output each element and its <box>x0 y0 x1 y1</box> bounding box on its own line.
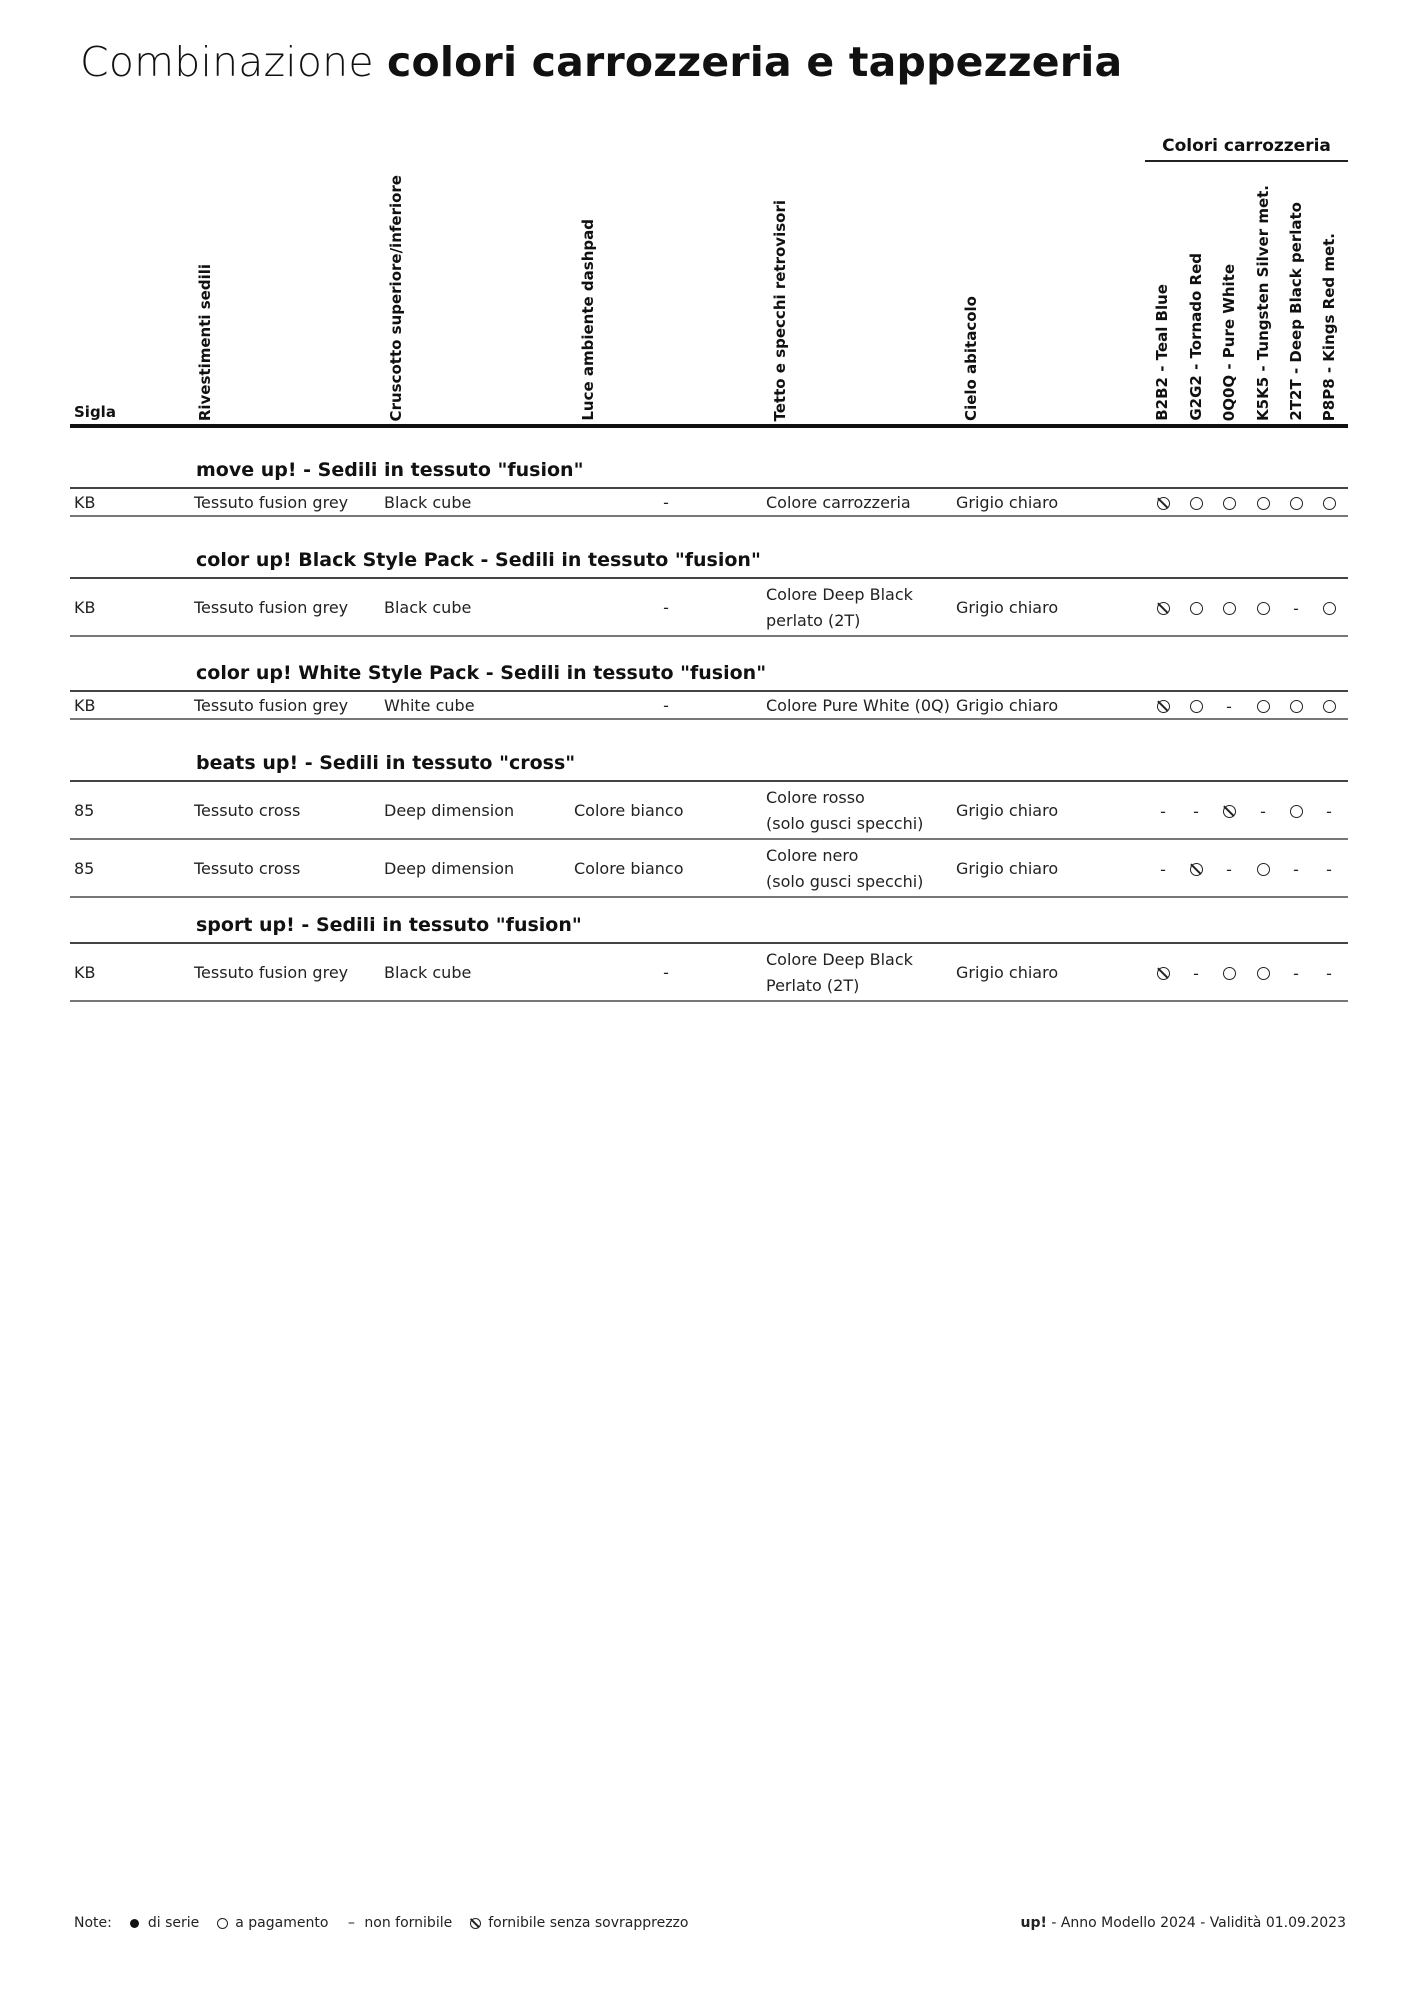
table-row <box>0 782 1413 840</box>
tetto-line: perlato (2T) <box>766 611 861 630</box>
tetto-line: Perlato (2T) <box>766 976 860 995</box>
ring-slash-icon <box>1188 861 1204 877</box>
dash-icon: - <box>1326 801 1332 821</box>
row-rule <box>70 1000 1348 1002</box>
cell-luce: - <box>663 963 669 982</box>
cell-tetto <box>766 785 923 837</box>
dash-icon: - <box>1293 598 1299 618</box>
ring-icon <box>1188 698 1204 714</box>
col-head-color-0q0q: 0Q0Q - Pure White <box>1220 263 1238 421</box>
ring-icon <box>1321 495 1337 511</box>
legend-not-available: – non fornibile <box>344 1915 452 1931</box>
col-head-cruscotto: Cruscotto superiore/inferiore <box>387 174 405 421</box>
table-row <box>0 944 1413 1002</box>
section-title: color up! White Style Pack - Sedili in tessuto "fusion" <box>196 662 767 684</box>
ring-icon <box>1321 600 1337 616</box>
cell-cielo: Grigio chiaro <box>956 963 1059 982</box>
col-head-sigla: Sigla <box>74 403 116 421</box>
filled-dot-icon <box>130 1919 139 1928</box>
brand-label: up! <box>1020 1915 1047 1931</box>
note-label: Note: <box>74 1915 112 1931</box>
section-title: beats up! - Sedili in tessuto "cross" <box>196 752 576 774</box>
dash-icon: - <box>1160 801 1166 821</box>
cell-cielo: Grigio chiaro <box>956 696 1059 715</box>
dash-icon: - <box>1293 963 1299 983</box>
dash-icon: - <box>1193 963 1199 983</box>
row-rule <box>70 896 1348 898</box>
table-row <box>0 840 1413 898</box>
ring-icon <box>1255 861 1271 877</box>
tetto-line: Colore nero <box>766 846 859 865</box>
tetto-line: (solo gusci specchi) <box>766 814 924 833</box>
cell-sigla: KB <box>74 696 96 715</box>
ring-slash-icon <box>1155 698 1171 714</box>
ring-icon <box>1288 698 1304 714</box>
cell-rivestimenti: Tessuto cross <box>194 801 301 820</box>
dash-icon: - <box>1326 859 1332 879</box>
cell-luce: Colore bianco <box>574 801 684 820</box>
row-rule <box>70 718 1348 720</box>
cell-rivestimenti: Tessuto fusion grey <box>194 963 349 982</box>
row-rule <box>70 635 1348 637</box>
dash-icon: - <box>1193 801 1199 821</box>
cell-cruscotto: Black cube <box>384 493 472 512</box>
ring-icon <box>1255 495 1271 511</box>
cell-tetto <box>766 582 913 634</box>
ring-slash-icon <box>470 1918 481 1929</box>
ring-icon <box>1255 600 1271 616</box>
ring-icon <box>1321 698 1337 714</box>
dash-icon: - <box>1293 859 1299 879</box>
row-rule <box>70 515 1348 517</box>
ring-icon <box>1188 495 1204 511</box>
section-title: move up! - Sedili in tessuto "fusion" <box>196 459 584 481</box>
model-validity: - Anno Modello 2024 - Validità 01.09.2023 <box>1051 1915 1346 1931</box>
title-bold: colori carrozzeria e tappezzeria <box>387 38 1123 86</box>
cell-tetto <box>766 490 911 516</box>
ring-icon <box>1255 698 1271 714</box>
cell-sigla: 85 <box>74 859 95 878</box>
col-head-cielo: Cielo abitacolo <box>962 296 980 421</box>
col-head-color-b2b2: B2B2 - Teal Blue <box>1153 284 1171 421</box>
cell-cruscotto: Deep dimension <box>384 859 515 878</box>
cell-rivestimenti: Tessuto fusion grey <box>194 696 349 715</box>
dash-icon: - <box>1226 859 1232 879</box>
ring-icon <box>1188 600 1204 616</box>
table-row <box>0 489 1413 517</box>
dash-icon: - <box>1260 801 1266 821</box>
cell-sigla: KB <box>74 598 96 617</box>
legend <box>74 1915 704 1931</box>
cell-rivestimenti: Tessuto fusion grey <box>194 493 349 512</box>
cell-cruscotto: White cube <box>384 696 475 715</box>
ring-slash-icon <box>1155 965 1171 981</box>
dash-icon: - <box>1326 963 1332 983</box>
cell-sigla: KB <box>74 493 96 512</box>
ring-slash-icon <box>1155 600 1171 616</box>
cell-cielo: Grigio chiaro <box>956 859 1059 878</box>
cell-cruscotto: Black cube <box>384 598 472 617</box>
ring-icon <box>1255 965 1271 981</box>
tetto-line: (solo gusci specchi) <box>766 872 924 891</box>
ring-icon <box>1221 600 1237 616</box>
col-head-tetto: Tetto e specchi retrovisori <box>771 199 789 421</box>
col-head-color-g2g2: G2G2 - Tornado Red <box>1187 253 1205 421</box>
cell-luce: - <box>663 598 669 617</box>
cell-tetto <box>766 693 950 719</box>
cell-rivestimenti: Tessuto cross <box>194 859 301 878</box>
tetto-line: Colore rosso <box>766 788 865 807</box>
col-head-rivestimenti: Rivestimenti sedili <box>196 263 214 421</box>
cell-luce: - <box>663 696 669 715</box>
col-head-color-2t2t: 2T2T - Deep Black perlato <box>1287 202 1305 421</box>
tetto-line: Colore Deep Black <box>766 950 913 969</box>
ring-slash-icon <box>1155 495 1171 511</box>
col-head-luce: Luce ambiente dashpad <box>579 219 597 421</box>
tetto-line: Colore Deep Black <box>766 585 913 604</box>
dash-icon: - <box>1160 859 1166 879</box>
cell-sigla: KB <box>74 963 96 982</box>
ring-icon <box>1221 965 1237 981</box>
legend-free: fornibile senza sovrapprezzo <box>468 1915 688 1931</box>
cell-luce: - <box>663 493 669 512</box>
cell-rivestimenti: Tessuto fusion grey <box>194 598 349 617</box>
cell-tetto <box>766 843 923 895</box>
cell-tetto <box>766 947 913 999</box>
ring-icon <box>1288 495 1304 511</box>
ring-icon <box>1221 495 1237 511</box>
dash-icon: - <box>1226 696 1232 716</box>
body-colors-group-header: Colori carrozzeria <box>1145 136 1348 162</box>
cell-sigla: 85 <box>74 801 95 820</box>
cell-cruscotto: Deep dimension <box>384 801 515 820</box>
cell-cielo: Grigio chiaro <box>956 598 1059 617</box>
legend-paid: a pagamento <box>215 1915 328 1931</box>
col-head-color-p8p8: P8P8 - Kings Red met. <box>1320 232 1338 421</box>
tetto-line: Colore Pure White (0Q) <box>766 696 950 715</box>
table-row <box>0 579 1413 637</box>
cell-cruscotto: Black cube <box>384 963 472 982</box>
cell-cielo: Grigio chiaro <box>956 493 1059 512</box>
header-rule <box>70 424 1348 428</box>
cell-cielo: Grigio chiaro <box>956 801 1059 820</box>
ring-icon <box>1288 803 1304 819</box>
ring-slash-icon <box>1221 803 1237 819</box>
model-info <box>1021 1915 1347 1931</box>
section-title: color up! Black Style Pack - Sedili in tessuto "fusion" <box>196 549 761 571</box>
col-head-color-k5k5: K5K5 - Tungsten Silver met. <box>1254 185 1272 421</box>
title-light: Combinazione <box>80 38 374 86</box>
tetto-line: Colore carrozzeria <box>766 493 911 512</box>
legend-standard: di serie <box>128 1915 199 1931</box>
ring-icon <box>217 1918 228 1929</box>
cell-luce: Colore bianco <box>574 859 684 878</box>
table-row <box>0 692 1413 720</box>
section-title: sport up! - Sedili in tessuto "fusion" <box>196 914 582 936</box>
page-title <box>80 38 1122 86</box>
dash-icon: – <box>347 1915 355 1931</box>
